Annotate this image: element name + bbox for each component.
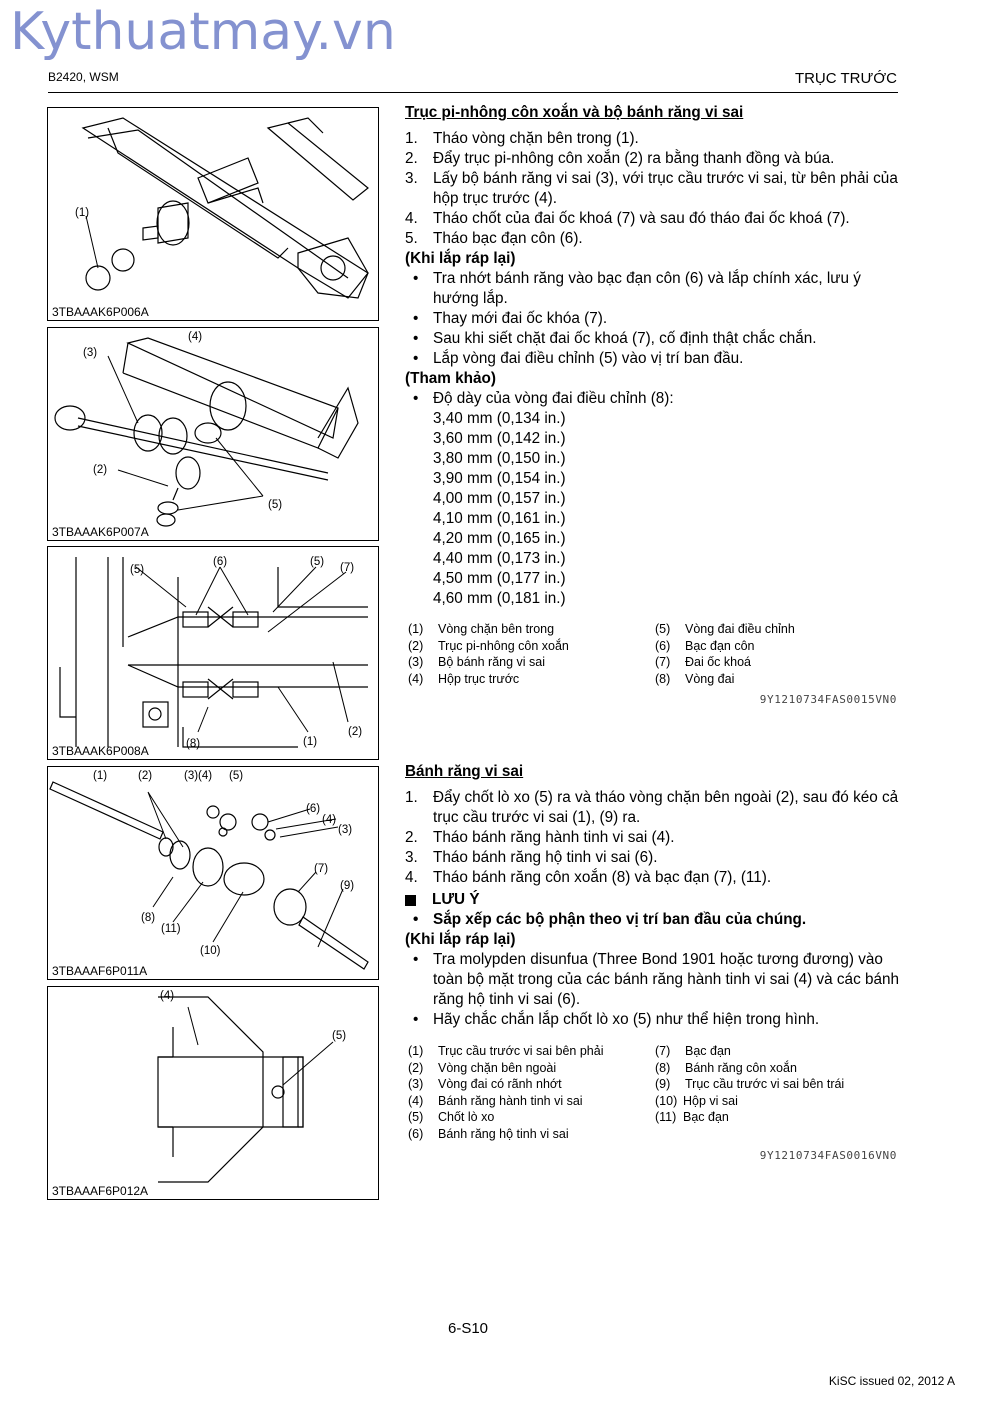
figure-4-callout-2: (2) <box>138 770 153 782</box>
section-1-step <box>405 169 900 209</box>
reassembly-bullet: • Tra nhớt bánh răng vào bạc đạn côn (6) và lắp chính xác, lưu ý hướng lắp. <box>405 269 900 309</box>
legend-text: Đai ốc khoá <box>685 655 752 670</box>
legend-num: (3) <box>408 655 424 670</box>
legend-row <box>655 1076 844 1093</box>
section-1-step <box>405 209 900 229</box>
step-text: Tháo bánh răng hộ tinh vi sai (6). <box>433 849 658 866</box>
legend-num: (2) <box>408 1060 424 1075</box>
step-text: Tháo chốt của đai ốc khoá (7) và sau đó tháo đai ốc khoá (7). <box>433 210 850 227</box>
legend-text: Hộp vi sai <box>683 1093 738 1108</box>
reference-heading: (Tham khảo) <box>405 370 496 387</box>
figure-4-callout-1: (1) <box>93 770 108 782</box>
figure-4-callout-3: (3) <box>338 824 353 836</box>
figure-3-callout-6: (6) <box>213 556 228 568</box>
figure-5-drawing <box>48 987 378 1199</box>
bullet-text: Hãy chắc chắn lắp chốt lò xo (5) như thể hiện trong hình. <box>433 1011 820 1028</box>
figure-3-callout-8: (8) <box>186 738 201 750</box>
legend-num: (7) <box>655 1044 671 1058</box>
legend-row <box>655 1043 844 1060</box>
legend-text: Vòng chặn bên ngoài <box>438 1060 557 1075</box>
thickness-value: 4,10 mm (0,161 in.) <box>433 510 566 527</box>
legend-text: Trục cầu trước vi sai bên phải <box>438 1044 604 1058</box>
footer-issue: KiSC issued 02, 2012 A <box>828 1374 955 1388</box>
bullet-text: Thay mới đai ốc khóa (7). <box>433 310 608 327</box>
legend-text: Trục cầu trước vi sai bên trái <box>685 1077 845 1092</box>
legend-row <box>655 1093 844 1110</box>
legend-num: (7) <box>655 655 671 670</box>
legend-row <box>655 621 795 638</box>
legend-right-column <box>655 1043 844 1126</box>
section-1 <box>405 103 900 609</box>
figure-4-callout-6: (6) <box>306 803 321 815</box>
legend-row <box>655 654 795 671</box>
legend-text: Trục pi-nhông côn xoắn <box>438 638 569 653</box>
legend-right-column <box>655 621 795 687</box>
section-2 <box>405 762 900 1030</box>
legend-left-column <box>408 621 569 687</box>
legend-row <box>408 621 569 638</box>
header-rule <box>48 92 898 93</box>
step-number: 2. <box>405 150 418 167</box>
legend-row <box>655 1109 844 1126</box>
thickness-value: 3,90 mm (0,154 in.) <box>433 470 566 487</box>
step-number: 3. <box>405 170 418 187</box>
legend-num: (1) <box>408 1044 424 1058</box>
legend-row <box>655 1060 844 1077</box>
legend-num: (4) <box>408 671 424 686</box>
step-text: Đẩy chốt lò xo (5) ra và tháo vòng chặn bên ngoài (2), sau đó kéo cả trục cầu trước vi sai (1), (9) ra. <box>433 789 899 826</box>
thickness-value: 4,20 mm (0,165 in.) <box>433 530 566 547</box>
figure-4-drawing <box>48 767 378 979</box>
step-text: Đẩy trục pi-nhông côn xoắn (2) ra bằng thanh đồng và búa. <box>433 150 835 167</box>
legend-num: (5) <box>655 622 671 636</box>
figure-4-code: 3TBAAAF6P011A <box>52 964 148 978</box>
legend-left-column <box>408 1043 603 1143</box>
note-bullet: • Sắp xếp các bộ phận theo vị trí ban đầu của chúng. <box>405 910 900 930</box>
legend-text: Bánh răng hành tinh vi sai <box>438 1093 583 1108</box>
thickness-value: 4,50 mm (0,177 in.) <box>433 570 566 587</box>
step-text: Tháo bạc đạn côn (6). <box>433 230 583 247</box>
figure-3-code: 3TBAAAK6P008A <box>52 744 149 758</box>
step-number: 5. <box>405 230 418 247</box>
thickness-value: 3,80 mm (0,150 in.) <box>433 450 566 467</box>
bullet-text: Tra nhớt bánh răng vào bạc đạn côn (6) và lắp chính xác, lưu ý hướng lắp. <box>433 270 861 307</box>
legend-text: Bộ bánh răng vi sai <box>438 655 546 670</box>
figure-4-callout-10: (10) <box>200 945 221 957</box>
figure-1-callout-1: (1) <box>75 207 90 219</box>
figure-2-code: 3TBAAAK6P007A <box>52 525 149 539</box>
figure-4-callout-7: (7) <box>314 863 329 875</box>
reassembly-heading: (Khi lắp ráp lại) <box>405 931 516 948</box>
figure-3-callout-5b: (5) <box>310 556 325 568</box>
figure-3-callout-5a: (5) <box>130 564 145 576</box>
figure-1 <box>47 107 379 321</box>
reassembly-bullet: • Lắp vòng đai điều chỉnh (5) vào vị trí ban đầu. <box>405 349 900 369</box>
figure-4-callout-3-4: (3)(4) <box>184 770 213 782</box>
legend-text: Vòng đai có rãnh nhớt <box>438 1077 562 1092</box>
reassembly-heading: (Khi lắp ráp lại) <box>405 250 516 267</box>
bullet-text: Lắp vòng đai điều chỉnh (5) vào vị trí ban đầu. <box>433 350 744 367</box>
section-2-step <box>405 828 900 848</box>
legend-num: (5) <box>408 1110 424 1125</box>
legend-num: (6) <box>408 1126 424 1141</box>
section-2-step <box>405 868 900 888</box>
step-number: 2. <box>405 829 418 846</box>
thickness-value: 4,00 mm (0,157 in.) <box>433 490 566 507</box>
legend-text: Vòng chặn bên trong <box>438 622 555 636</box>
figure-4-callout-8: (8) <box>141 912 156 924</box>
figure-4-callout-11: (11) <box>161 923 181 935</box>
step-number: 4. <box>405 210 418 227</box>
legend-row <box>655 671 795 688</box>
section-2-step <box>405 848 900 868</box>
legend-num: (4) <box>408 1093 424 1108</box>
figure-3-callout-2: (2) <box>348 726 363 738</box>
figure-4-callout-9: (9) <box>340 880 355 892</box>
section-1-step <box>405 229 900 249</box>
legend-text: Chốt lò xo <box>438 1110 495 1125</box>
legend-num: (8) <box>655 671 671 686</box>
thickness-value: 3,40 mm (0,134 in.) <box>433 410 566 427</box>
thickness-value: 4,40 mm (0,173 in.) <box>433 550 566 567</box>
figure-1-drawing <box>48 108 378 320</box>
figure-2-callout-3: (3) <box>83 347 98 359</box>
reassembly-bullet: • Sau khi siết chặt đai ốc khoá (7), cố định thật chắc chắn. <box>405 329 900 349</box>
step-number: 4. <box>405 869 418 886</box>
legend-text: Vòng đai điều chỉnh <box>685 622 795 636</box>
watermark: Kythuatmay.vn <box>10 2 396 62</box>
note-title: LƯU Ý <box>432 891 480 908</box>
section-2-legend <box>408 1043 898 1145</box>
section-2-step <box>405 788 900 828</box>
legend-num: (9) <box>655 1077 671 1092</box>
step-text: Tháo vòng chặn bên trong (1). <box>433 130 639 147</box>
section-1-step <box>405 129 900 149</box>
legend-num: (8) <box>655 1060 671 1075</box>
thickness-value: 4,60 mm (0,181 in.) <box>433 590 566 607</box>
bullet-text: Tra molypden disunfua (Three Bond 1901 hoặc tương đương) vào toàn bộ mặt trong của các bánh răng hành tinh vi sai (4) và các bánh răng hộ tinh vi sai (6). <box>433 951 899 1008</box>
legend-num: (6) <box>655 638 671 653</box>
legend-row <box>408 654 569 671</box>
legend-num: (11) <box>655 1110 677 1125</box>
step-number: 3. <box>405 849 418 866</box>
step-text: Tháo bánh răng côn xoắn (8) và bạc đạn (7), (11). <box>433 869 772 886</box>
section-1-title: Trục pi-nhông côn xoắn và bộ bánh răng vi sai <box>405 104 744 121</box>
figure-5-code: 3TBAAAF6P012A <box>52 1184 149 1198</box>
header-model: B2420, WSM <box>48 70 119 84</box>
legend-row <box>408 638 569 655</box>
step-text: Lấy bộ bánh răng vi sai (3), với trục cầu trước vi sai, từ bên phải của hộp trục trước (4). <box>433 170 898 207</box>
section-2-title: Bánh răng vi sai <box>405 763 524 780</box>
legend-text: Bạc đạn <box>685 1044 731 1058</box>
legend-num: (3) <box>408 1077 424 1092</box>
figure-3 <box>47 546 379 760</box>
thickness-value: 3,60 mm (0,142 in.) <box>433 430 566 447</box>
legend-text: Vòng đai <box>685 671 735 686</box>
section-1-step <box>405 149 900 169</box>
figure-4-callout-4: (4) <box>322 814 337 826</box>
note-square-icon <box>405 895 416 906</box>
legend-text: Hộp trục trước <box>438 671 520 686</box>
reassembly-bullet: • Thay mới đai ốc khóa (7). <box>405 309 900 329</box>
step-number: 1. <box>405 789 418 806</box>
reassembly-bullet: • Tra molypden disunfua (Three Bond 1901 hoặc tương đương) vào toàn bộ mặt trong của các bánh răng hành tinh vi sai (4) và các bánh răng hộ tinh vi sai (6). <box>413 951 899 1008</box>
legend-text: Bạc đạn côn <box>685 638 755 653</box>
legend-num: (10) <box>655 1093 678 1108</box>
bullet-text: Sắp xếp các bộ phận theo vị trí ban đầu của chúng. <box>433 911 807 928</box>
page-number: 6-S10 <box>448 1320 489 1337</box>
figure-4 <box>47 766 379 980</box>
figure-3-drawing <box>48 547 378 759</box>
figure-2-callout-5: (5) <box>268 499 283 511</box>
legend-row <box>408 1076 603 1093</box>
legend-text: Bánh răng côn xoắn <box>685 1060 797 1075</box>
section-1-ref-code: 9Y1210734FAS0015VN0 <box>759 693 897 706</box>
legend-row <box>655 638 795 655</box>
reassembly-bullet: • Hãy chắc chắn lắp chốt lò xo (5) như thể hiện trong hình. <box>405 1010 900 1030</box>
legend-row <box>408 1126 603 1143</box>
legend-row <box>408 1109 603 1126</box>
figure-2 <box>47 327 379 541</box>
section-2-ref-code: 9Y1210734FAS0016VN0 <box>759 1149 897 1162</box>
legend-text: Bạc đạn <box>683 1110 729 1125</box>
legend-row <box>408 1060 603 1077</box>
step-number: 1. <box>405 130 418 147</box>
figure-5-callout-5: (5) <box>332 1030 347 1042</box>
figure-4-callout-5: (5) <box>229 770 244 782</box>
figure-3-callout-7: (7) <box>340 562 355 574</box>
reference-bullet: • Độ dày của vòng đai điều chỉnh (8): <box>405 389 900 409</box>
legend-row <box>408 1093 603 1110</box>
figure-2-callout-2: (2) <box>93 464 108 476</box>
figure-5 <box>47 986 379 1200</box>
bullet-text: Sau khi siết chặt đai ốc khoá (7), cố định thật chắc chắn. <box>433 330 817 347</box>
figure-2-drawing <box>48 328 378 540</box>
figure-5-callout-4: (4) <box>160 990 175 1002</box>
header-section-title: TRỤC TRƯỚC <box>794 70 897 87</box>
note-heading <box>405 890 900 910</box>
figure-2-callout-4: (4) <box>188 331 203 343</box>
figure-3-callout-1: (1) <box>303 736 318 748</box>
legend-text: Bánh răng hộ tinh vi sai <box>438 1126 569 1141</box>
legend-num: (2) <box>408 638 424 653</box>
legend-num: (1) <box>408 622 424 636</box>
section-1-legend <box>408 621 898 691</box>
bullet-text: Độ dày của vòng đai điều chỉnh (8): <box>433 390 674 407</box>
figure-1-code: 3TBAAAK6P006A <box>52 305 149 319</box>
legend-row <box>408 671 569 688</box>
legend-row <box>408 1043 603 1060</box>
step-text: Tháo bánh răng hành tinh vi sai (4). <box>433 829 675 846</box>
